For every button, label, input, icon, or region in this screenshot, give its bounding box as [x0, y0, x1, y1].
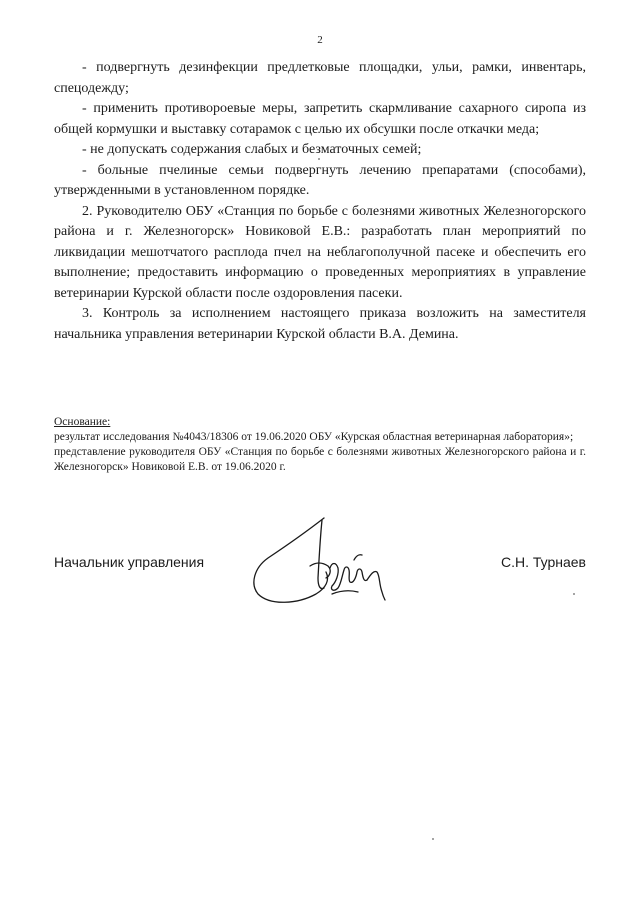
basis-item-lab-result: результат исследования №4043/18306 от 19.06.2020 ОБУ «Курская областная ветеринарная лаборатория»;: [54, 431, 574, 443]
basis-item-submission: представление руководителя ОБУ «Станция по борьбе с болезнями животных Железногорского района и г. Железногорск» Новиковой Е.В. от 19.06.2020 г.: [54, 446, 586, 473]
scan-speck: [432, 838, 434, 840]
signatory-name: С.Н. Турнаев: [500, 554, 586, 570]
basis-section: [54, 415, 586, 475]
handwritten-signature: [246, 510, 396, 610]
paragraph-disinfection: - подвергнуть дезинфекции предлетковые площадки, ульи, рамки, инвентарь, спецодежду;: [54, 60, 586, 96]
scan-speck: [318, 158, 320, 160]
signatory-position: Начальник управления: [54, 554, 205, 570]
scan-speck: [573, 593, 575, 595]
page-number: 2: [317, 34, 323, 46]
paragraph-weak-colonies: - не допускать содержания слабых и безматочных семей;: [82, 142, 422, 157]
paragraph-control: 3. Контроль за исполнением настоящего приказа возложить на заместителя начальника управления ветеринарии Курской области В.А. Демина.: [54, 306, 586, 342]
paragraph-treatment: - больные пчелиные семьи подвергнуть лечению препаратами (способами), утвержденными в установленном порядке.: [54, 162, 586, 198]
order-body: [54, 58, 586, 345]
paragraph-anti-swarm: - применить противороевые меры, запретить скармливание сахарного сиропа из общей кормушки и выставку сотарамок с целью их обсушки после откачки меда;: [54, 101, 586, 137]
paragraph-station-head: 2. Руководителю ОБУ «Станция по борьбе с болезнями животных Железногорского района и г. Железногорск» Новиковой Е.В.: разработать план мероприятий по ликвидации мешотчатого расплода пчел на неблагополучной пасеке и обеспечить его выполнение; предоставить информацию о проведенных мероприятиях в управление ветеринарии Курской области после оздоровления пасеки.: [54, 203, 586, 301]
basis-title: Основание:: [54, 416, 111, 428]
